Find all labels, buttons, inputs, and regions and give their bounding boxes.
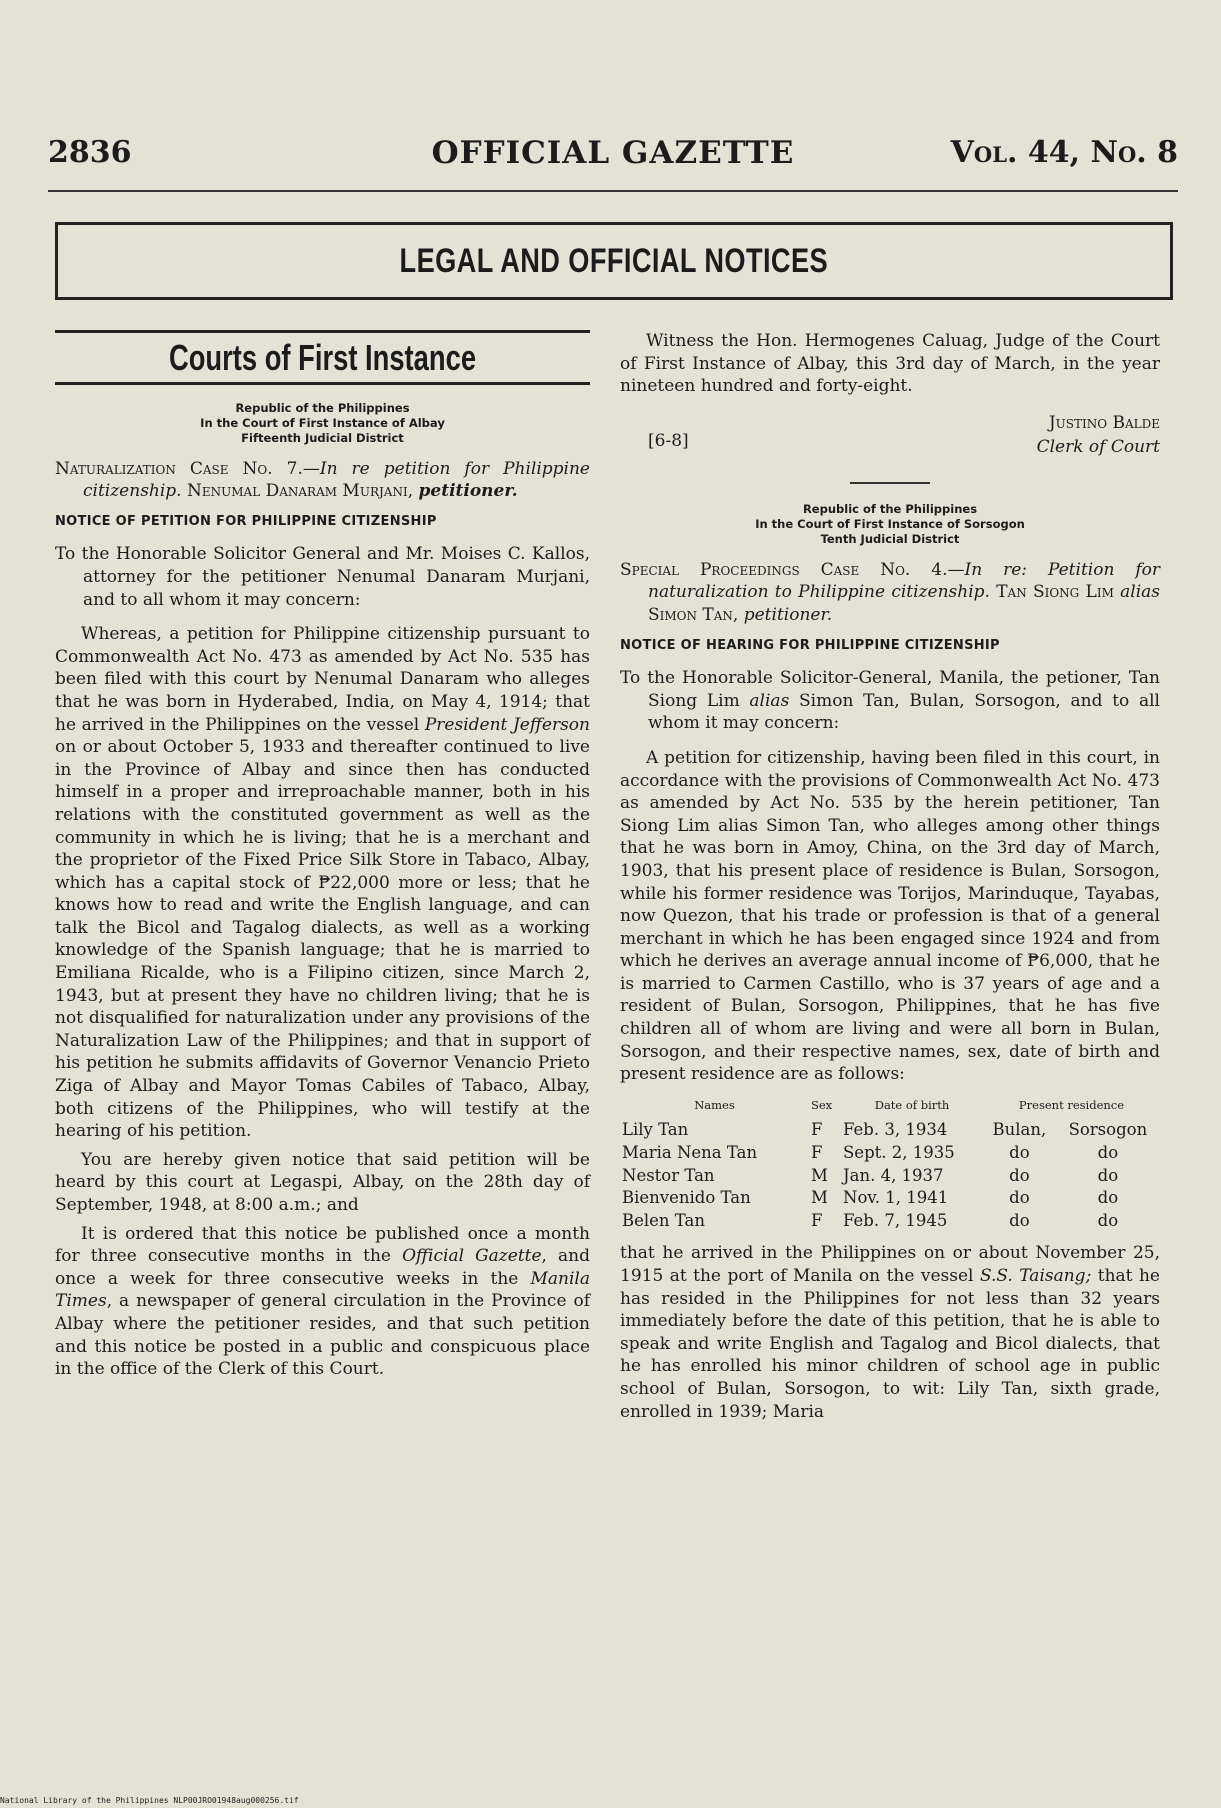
table-row — [620, 1165, 1160, 1188]
child-sex: M — [811, 1188, 828, 1208]
child-province: do — [1097, 1143, 1119, 1163]
column-header: Present residence — [1018, 1097, 1125, 1112]
text-run: that he has resided in the Philippines for not less than 32 years immediately before the date of this petition, that he is able to speak and write English and Tagalog and Bicol dialects, that he has enrolled his minor children of school age in public school of Bulan, Sorsogon, to wit: Lily Tan, sixth grade, enrolled in 1939; Maria — [620, 1266, 1160, 1422]
page-number: 2836 — [48, 135, 132, 170]
notice-address: To the Honorable Solicitor General and Mr. Moises C. Kallos, attorney for the petitioner Nenumal Danaram Murjani, and to all whom it may concern: — [55, 544, 590, 610]
case-title — [55, 458, 590, 503]
child-province: do — [1097, 1188, 1119, 1208]
petitioner-role: petitioner. — [743, 604, 833, 625]
case-subject: —In re: Petition for naturalization to Philippine citizenship. — [648, 559, 1160, 603]
petitioner-role: petitioner. — [418, 481, 518, 502]
child-sex: M — [811, 1165, 828, 1185]
court-line: In the Court of First Instance of Sorsogon — [755, 516, 1025, 531]
petition-paragraph: A petition for citizenship, having been filed in this court, in accordance with the provisions of Commonwealth Act No. 473 as amended by Act No. 535 by the herein petitioner, Tan Siong Lim alias Simon Tan, who alleges among other things that he was born in Amoy, China, on the 3rd day of March, 1903, that his present place of residence is Bulan, Sorsogon, while his former residence was Torijos, Marinduque, Tayabas, now Quezon, that his trade or profession is that of a general merchant in which he has been engaged since 1924 and from which he derives an average annual income of ₱6,000, that he is married to Carmen Castillo, who is 37 years of age and a resident of Bulan, Sorsogon, Philippines, that he has five children all of whom are living and were all born in Bulan, Sorsogon, and their respective names, sex, date of birth and present residence are as follows: — [620, 747, 1160, 1085]
notice-separator — [850, 482, 930, 484]
child-province: do — [1097, 1210, 1119, 1230]
court-line: Fifteenth Judicial District — [241, 430, 404, 445]
left-column — [55, 330, 590, 1387]
publication-order-paragraph — [55, 1223, 590, 1381]
court-line: In the Court of First Instance of Albay — [200, 415, 445, 430]
page-header — [48, 135, 1178, 179]
child-dob: Sept. 2, 1935 — [843, 1143, 955, 1163]
newspaper-name: Official Gazette — [402, 1246, 542, 1267]
table-row — [620, 1210, 1160, 1233]
case-title — [620, 559, 1160, 627]
signer-title: Clerk of Court — [1036, 436, 1160, 457]
petitioner-name: Nenumal Danaram Murjani, — [181, 481, 419, 502]
table-row — [620, 1142, 1160, 1165]
text-run: Simon Tan, Bulan, Sorsogon, and to all whom it may concern: — [648, 690, 1160, 734]
child-sex: F — [811, 1120, 823, 1140]
text-run: Whereas, a petition for Philippine citizenship pursuant to Commonwealth Act No. 473 as amended by Act No. 535 has been filed with this court by Nenumal Danaram who alleges that he was born in Hyderabed, India, on May 4, 1914; that he arrived in the Philippines on the vessel — [55, 624, 590, 735]
scan-source-footer: National Library of the Philippines NLP00JRO01948aug000256.tif — [0, 1796, 299, 1805]
publication-tag: [6-8] — [648, 430, 689, 451]
column-header: Names — [694, 1097, 735, 1112]
child-name: Lily Tan — [622, 1120, 689, 1140]
child-sex: F — [811, 1143, 823, 1163]
child-dob: Nov. 1, 1941 — [843, 1188, 949, 1208]
child-name: Belen Tan — [622, 1210, 705, 1230]
court-heading — [620, 502, 1160, 547]
text-run: To the Honorable Solicitor-General, Manila, the petioner, Tan Siong Lim — [620, 668, 1160, 711]
court-line: Republic of the Philippines — [802, 501, 978, 516]
arrival-paragraph — [620, 1242, 1160, 1423]
newspaper-name: Manila Times — [55, 1268, 590, 1312]
case-subject: —In re petition for Philippine citizenship. — [83, 458, 590, 502]
banner-title: LEGAL AND OFFICIAL NOTICES — [399, 241, 829, 280]
child-town: do — [1009, 1143, 1030, 1163]
child-province: Sorsogon — [1068, 1120, 1148, 1140]
header-divider — [48, 190, 1178, 192]
petitioner-name: Tan Siong Lim — [989, 582, 1121, 603]
court-line: Republic of the Philippines — [235, 400, 410, 415]
case-label: Special Proceedings Case No. 4. — [620, 559, 948, 580]
child-name: Bienvenido Tan — [622, 1188, 751, 1208]
child-name: Maria Nena Tan — [622, 1143, 758, 1163]
notices-banner — [55, 222, 1173, 300]
table-header-row — [620, 1094, 1160, 1120]
case-label: Naturalization Case No. 7. — [55, 458, 303, 479]
petition-paragraph — [55, 623, 590, 1143]
vessel-name: S.S. Taisang; — [979, 1266, 1092, 1286]
volume-number: Vol. 44, No. 8 — [950, 135, 1178, 170]
child-town: do — [1009, 1188, 1030, 1208]
court-heading — [55, 401, 590, 446]
section-rule-bottom — [55, 382, 590, 385]
column-header: Sex — [811, 1097, 833, 1112]
text-run: It is ordered that this notice be published once a month for three consecutive months in the — [55, 1223, 590, 1267]
child-town: do — [1009, 1165, 1030, 1185]
petitioner-alias: Simon Tan, — [648, 604, 744, 625]
signer-name: Justino Balde — [1048, 412, 1160, 433]
child-town: do — [1009, 1210, 1030, 1230]
child-province: do — [1097, 1165, 1119, 1185]
vessel-name: President Jefferson — [424, 714, 590, 735]
alias-word: alias — [749, 690, 790, 711]
notice-heading: NOTICE OF HEARING FOR PHILIPPINE CITIZENSHIP — [620, 637, 1000, 653]
text-run: on or about October 5, 1933 and thereafter continued to live in the Province of Albay and since then has conducted himself in a proper and irreproachable manner, both in his relations with the constituted government as well as the community in which he is living; that he is a merchant and the proprietor of the Fixed Price Silk Store in Tabaco, Albay, which has a capital stock of ₱22,000 more or less; that he knows how to read and write the English language, and can talk the Bicol and Tagalog dialects, as well as a working knowledge of the Spanish language; that he is married to Emiliana Ricalde, who is a Filipino citizen, since March 2, 1943, but at present they have no children living; that he is not disqualified for naturalization under any provisions of the Naturalization Law of the Philippines; and that in support of his petition he submits affidavits of Governor Venancio Prieto Ziga of Albay and Mayor Tomas Cabiles of Tabaco, Albay, both citizens of the Philippines, who will testify at the hearing of his petition. — [55, 737, 590, 1142]
section-rule-top — [55, 330, 590, 333]
alias-word: alias — [1120, 582, 1160, 603]
text-run: , and once a week for three consecutive weeks in the — [55, 1246, 590, 1289]
notice-heading: NOTICE OF PETITION FOR PHILIPPINE CITIZENSHIP — [55, 513, 437, 529]
witness-paragraph: Witness the Hon. Hermogenes Caluag, Judge of the Court of First Instance of Albay, this 3rd day of March, in the year nineteen hundred and forty-eight. — [620, 331, 1160, 397]
notice-address — [620, 667, 1160, 735]
child-town: Bulan, — [992, 1120, 1047, 1140]
text-run: that he arrived in the Philippines on or about November 25, 1915 at the port of Manila on the vessel — [620, 1243, 1160, 1286]
children-table — [620, 1094, 1160, 1233]
child-dob: Jan. 4, 1937 — [843, 1165, 944, 1185]
child-dob: Feb. 7, 1945 — [843, 1210, 948, 1230]
hearing-paragraph: You are hereby given notice that said petition will be heard by this court at Legaspi, Albay, on the 28th day of September, 1948, at 8:00 a.m.; and — [55, 1149, 590, 1215]
signature-block — [620, 412, 1160, 464]
child-sex: F — [811, 1210, 823, 1230]
column-header: Date of birth — [874, 1097, 950, 1112]
child-dob: Feb. 3, 1934 — [843, 1120, 948, 1140]
child-name: Nestor Tan — [622, 1165, 715, 1185]
table-row — [620, 1187, 1160, 1210]
table-row — [620, 1119, 1160, 1142]
court-line: Tenth Judicial District — [820, 531, 960, 546]
text-run: , a newspaper of general circulation in the Province of Albay where the petitioner resides, and that such petition and this notice be posted in a public and conspicuous place in the office of the Clerk of this Court. — [55, 1291, 590, 1380]
publication-title: OFFICIAL GAZETTE — [431, 135, 795, 171]
section-title: Courts of First Instance — [168, 337, 477, 378]
right-column — [620, 330, 1160, 1429]
